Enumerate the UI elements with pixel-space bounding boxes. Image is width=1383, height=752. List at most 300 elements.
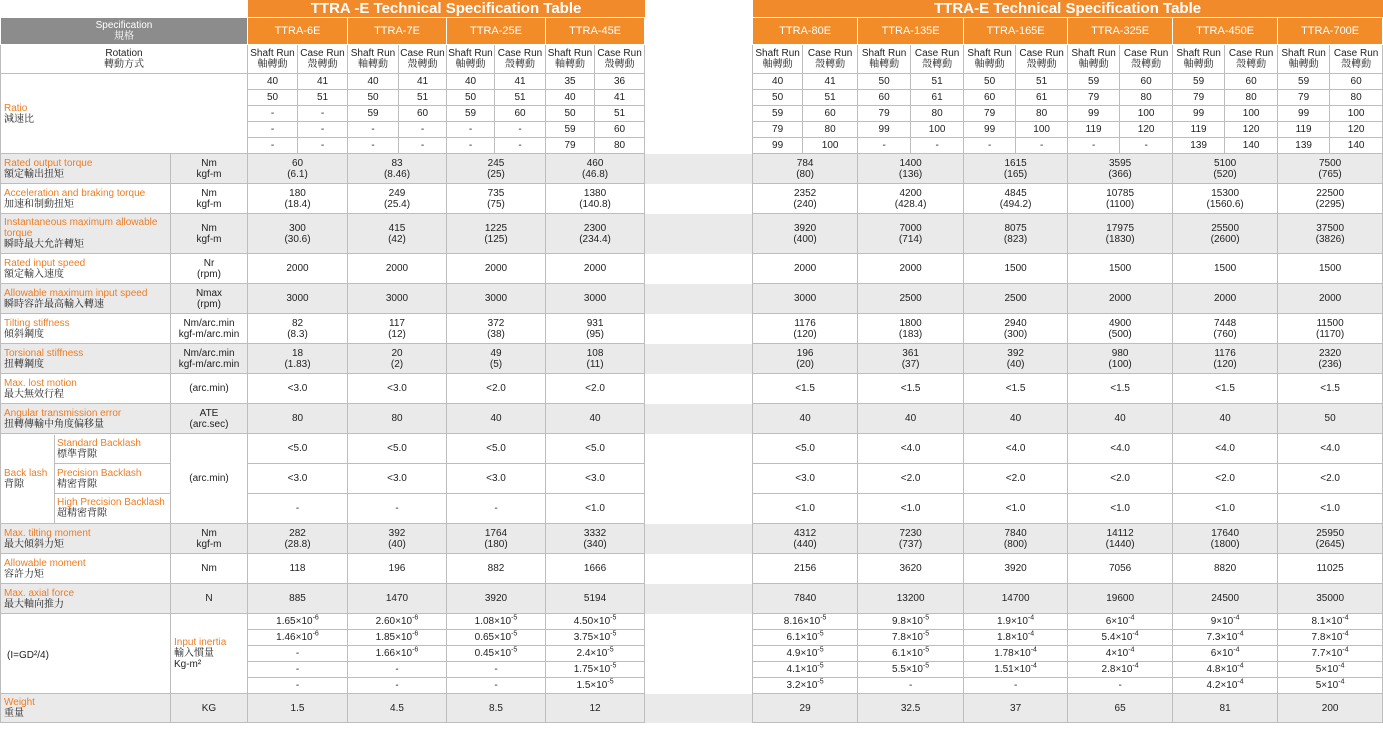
backlash-value: <3.0 (348, 464, 447, 494)
spec-value: 882 (447, 554, 546, 584)
inertia-value: $5\times 10^{-4}$ (1278, 678, 1383, 694)
inertia-value: $5.5\times 10^{-5}$ (858, 662, 964, 678)
inertia-exponent: -4 (1342, 630, 1349, 638)
backlash-value: <1.0 (1173, 494, 1278, 524)
spec-value: 60 (6.1) (248, 154, 348, 184)
rotation-case: Case Run 殼轉動 (595, 45, 645, 74)
ratio-cell: 139 (1173, 138, 1225, 154)
ratio-cell: 50 (546, 106, 595, 122)
spec-value: 735 (75) (447, 184, 546, 214)
spec-label-cn: 額定輸出扭矩 (4, 168, 64, 180)
spec-value: 980 (100) (1068, 344, 1173, 374)
spec-value: 196 (348, 554, 447, 584)
rotation-case: Case Run 殼轉動 (495, 45, 546, 74)
inertia-exponent: -4 (1342, 646, 1349, 654)
ratio-cell: 100 (911, 122, 964, 138)
spec-label-en: Tilting stiffness (4, 317, 70, 329)
inertia-value: $6.1\times 10^{-5}$ (753, 630, 858, 646)
backlash-value: <3.0 (248, 464, 348, 494)
spec-unit: Nm/arc.min kgf-m/arc.min (171, 344, 248, 374)
inertia-value: - (447, 662, 546, 678)
spec-label-en: Instantaneous maximum allowable torque (4, 217, 158, 239)
spec-value: <1.5 (1173, 374, 1278, 404)
spec-label (1, 314, 171, 344)
inertia-exponent: -5 (610, 630, 617, 638)
spec-value: 40 (1173, 404, 1278, 434)
inertia-exponent: -4 (1237, 678, 1244, 686)
weight-value: 29 (753, 694, 858, 723)
backlash-value: <4.0 (964, 434, 1068, 464)
ratio-cell: 59 (1068, 74, 1120, 90)
inertia-value: $4\times 10^{-4}$ (1068, 646, 1173, 662)
spec-value: 361 (37) (858, 344, 964, 374)
backlash-value: <3.0 (546, 464, 645, 494)
spec-value: 3000 (348, 284, 447, 314)
inertia-exponent: -4 (1132, 662, 1139, 670)
inertia-value: $8.16\times 10^{-5}$ (753, 614, 858, 630)
inertia-exponent: -5 (922, 662, 930, 670)
ratio-cell: - (399, 122, 447, 138)
spec-label-cn: 加速和制動扭矩 (4, 198, 74, 210)
weight-unit: KG (171, 694, 248, 723)
inertia-exponent: -4 (1030, 662, 1037, 670)
ratio-cell: 79 (753, 122, 803, 138)
spec-value: 1176 (120) (753, 314, 858, 344)
ratio-cell: 60 (964, 90, 1016, 106)
inertia-value: $9.8\times 10^{-5}$ (858, 614, 964, 630)
spec-row (1, 554, 1383, 584)
backlash-value: <5.0 (248, 434, 348, 464)
spec-value: 80 (348, 404, 447, 434)
spec-label-cn: 容許力矩 (4, 568, 44, 580)
spec-value: 180 (18.4) (248, 184, 348, 214)
weight-label-cn: 重量 (4, 708, 24, 719)
inertia-exponent: -5 (511, 630, 518, 638)
title-row (1, 0, 1383, 18)
ratio-cell: 60 (803, 106, 858, 122)
ratio-cell: 51 (298, 90, 348, 106)
ratio-cell: 79 (1173, 90, 1225, 106)
model-header: TTRA-25E (447, 18, 546, 45)
inertia-value: $3.75\times 10^{-5}$ (546, 630, 645, 646)
spec-value: 3000 (447, 284, 546, 314)
spec-label-cn: 最大無效行程 (4, 388, 64, 400)
inertia-value: - (1068, 678, 1173, 694)
inertia-exponent: -6 (412, 614, 419, 622)
ratio-cell: 51 (911, 74, 964, 90)
spec-row (1, 214, 1383, 254)
model-header: TTRA-135E (858, 18, 964, 45)
rotation-label: Rotation 轉動方式 (1, 45, 248, 74)
spec-value: 2000 (753, 254, 858, 284)
rotation-case: Case Run 殼轉動 (1330, 45, 1383, 74)
backlash-type-cn: 精密背隙 (57, 478, 97, 490)
ratio-cell: 140 (1225, 138, 1278, 154)
spec-label-en: Rated output torque (4, 157, 93, 169)
backlash-value: <4.0 (1173, 434, 1278, 464)
spec-value: 2500 (964, 284, 1068, 314)
rotation-shaft: Shaft Run 軸轉動 (447, 45, 495, 74)
spec-value: 7500 (765) (1278, 154, 1383, 184)
spec-unit: Nm kgf-m (171, 524, 248, 554)
ratio-cell: 119 (1173, 122, 1225, 138)
spec-label-en: Allowable moment (4, 557, 86, 569)
spec-value: 40 (753, 404, 858, 434)
weight-value: 37 (964, 694, 1068, 723)
backlash-value: <5.0 (546, 434, 645, 464)
spec-label: Specification 規格 (1, 18, 248, 45)
spec-value: 40 (964, 404, 1068, 434)
inertia-value: $1.75\times 10^{-5}$ (546, 662, 645, 678)
ratio-cell: - (964, 138, 1016, 154)
ratio-label-cn: 減速比 (4, 113, 34, 125)
spec-value: 249 (25.4) (348, 184, 447, 214)
weight-value: 32.5 (858, 694, 964, 723)
spec-unit: Nmax (rpm) (171, 284, 248, 314)
ratio-cell: 99 (1278, 106, 1330, 122)
rotation-shaft: Shaft Run 軸轉動 (858, 45, 911, 74)
spec-value: 7056 (1068, 554, 1173, 584)
rotation-case: Case Run 殼轉動 (399, 45, 447, 74)
spec-value: 40 (447, 404, 546, 434)
spec-value: 4200 (428.4) (858, 184, 964, 214)
rotation-row (1, 45, 1383, 74)
inertia-value: $1.46\times 10^{-6}$ (248, 630, 348, 646)
ratio-cell: - (248, 106, 298, 122)
spec-value: 3000 (753, 284, 858, 314)
inertia-exponent: -4 (1237, 662, 1244, 670)
table-title-left: TTRA -E Technical Specification Table (248, 0, 645, 18)
model-header: TTRA-165E (964, 18, 1068, 45)
backlash-row (1, 434, 1383, 464)
ratio-cell: 41 (298, 74, 348, 90)
spec-value: 8075 (823) (964, 214, 1068, 254)
backlash-type-cn: 超精密背隙 (57, 508, 107, 520)
spec-label-cn: 傾斜鋼度 (4, 328, 44, 340)
spec-value: 108 (11) (546, 344, 645, 374)
spec-value: 11500 (1170) (1278, 314, 1383, 344)
spec-value: 25500 (2600) (1173, 214, 1278, 254)
spec-row (1, 254, 1383, 284)
spec-value: 3595 (366) (1068, 154, 1173, 184)
inertia-exponent: -6 (412, 646, 419, 654)
ratio-cell: 50 (348, 90, 399, 106)
spec-label-cn: 最大傾斜力矩 (4, 538, 64, 550)
backlash-value: <5.0 (753, 434, 858, 464)
spec-label-en: Acceleration and braking torque (4, 187, 146, 199)
ratio-cell: 99 (753, 138, 803, 154)
inertia-value: $5\times 10^{-4}$ (1278, 662, 1383, 678)
ratio-cell: 41 (803, 74, 858, 90)
spec-label-cn: 瞬時最大允許轉矩 (4, 239, 84, 250)
spec-value: 1225 (125) (447, 214, 546, 254)
spec-unit: N (171, 584, 248, 614)
spec-value: 392 (40) (348, 524, 447, 554)
inertia-value: $1.51\times 10^{-4}$ (964, 662, 1068, 678)
inertia-value: - (248, 646, 348, 662)
spec-label (1, 524, 171, 554)
inertia-unit-cell (171, 614, 248, 694)
table-title-right: TTRA-E Technical Specification Table (753, 0, 1383, 18)
ratio-cell: 80 (1330, 90, 1383, 106)
ratio-cell: 41 (595, 90, 645, 106)
ratio-cell: 120 (1120, 122, 1173, 138)
spec-row (1, 524, 1383, 554)
backlash-label-en: Back lash (4, 467, 48, 479)
ratio-cell: - (447, 138, 495, 154)
ratio-cell: 50 (858, 74, 911, 90)
inertia-value: - (348, 678, 447, 694)
spec-value: 18 (1.83) (248, 344, 348, 374)
model-header: TTRA-325E (1068, 18, 1173, 45)
spec-value: 17975 (1830) (1068, 214, 1173, 254)
backlash-value: <1.0 (753, 494, 858, 524)
spec-value: 1615 (165) (964, 154, 1068, 184)
inertia-exponent: -4 (1338, 662, 1345, 670)
backlash-value: <1.0 (964, 494, 1068, 524)
spec-value: 13200 (858, 584, 964, 614)
spec-label-cn: 最大軸向推力 (4, 598, 64, 610)
ratio-cell: - (248, 138, 298, 154)
backlash-label (1, 434, 171, 524)
inertia-unit: Kg-m² (174, 659, 202, 670)
inertia-value: $1.66\times 10^{-6}$ (348, 646, 447, 662)
backlash-value: - (447, 494, 546, 524)
spec-label (1, 284, 171, 314)
inertia-exponent: -4 (1128, 614, 1135, 622)
weight-label (1, 694, 171, 723)
backlash-value: <4.0 (1278, 434, 1383, 464)
rotation-shaft: Shaft Run 軸轉動 (753, 45, 803, 74)
inertia-value: $3.2\times 10^{-5}$ (753, 678, 858, 694)
spec-value: 3000 (546, 284, 645, 314)
backlash-value: - (348, 494, 447, 524)
spec-label-en: Torsional stiffness (4, 347, 84, 359)
inertia-value: $0.65\times 10^{-5}$ (447, 630, 546, 646)
spec-value: <2.0 (546, 374, 645, 404)
ratio-cell: 99 (1068, 106, 1120, 122)
inertia-value: $5.4\times 10^{-4}$ (1068, 630, 1173, 646)
inertia-value: - (858, 678, 964, 694)
spec-value: 2940 (300) (964, 314, 1068, 344)
backlash-value: <2.0 (964, 464, 1068, 494)
spec-value: 1764 (180) (447, 524, 546, 554)
inertia-value: $4.9\times 10^{-5}$ (753, 646, 858, 662)
inertia-value: $1.65\times 10^{-6}$ (248, 614, 348, 630)
spec-value: 2000 (447, 254, 546, 284)
ratio-cell: 59 (1278, 74, 1330, 90)
inertia-exponent: -5 (820, 614, 827, 622)
spec-value: 3332 (340) (546, 524, 645, 554)
spec-value: 25950 (2645) (1278, 524, 1383, 554)
inertia-exponent: -4 (1030, 646, 1037, 654)
spec-unit: Nr (rpm) (171, 254, 248, 284)
spec-row (1, 184, 1383, 214)
inertia-value: $4.1\times 10^{-5}$ (753, 662, 858, 678)
spec-value: 7448 (760) (1173, 314, 1278, 344)
ratio-cell: 120 (1225, 122, 1278, 138)
backlash-value: <5.0 (348, 434, 447, 464)
inertia-exponent: -6 (312, 614, 319, 622)
model-header-row (1, 18, 1383, 45)
spec-label (1, 554, 171, 584)
spec-value: 5194 (546, 584, 645, 614)
inertia-exponent: -5 (817, 630, 824, 638)
spec-unit: ATE (arc.sec) (171, 404, 248, 434)
ratio-cell: 100 (1016, 122, 1068, 138)
backlash-value: <4.0 (1068, 434, 1173, 464)
inertia-value: - (248, 662, 348, 678)
spec-label (1, 154, 171, 184)
spec-row (1, 154, 1383, 184)
spec-value: <1.5 (964, 374, 1068, 404)
inertia-value: $9\times 10^{-4}$ (1173, 614, 1278, 630)
inertia-value: - (348, 662, 447, 678)
backlash-unit: (arc.min) (171, 434, 248, 524)
spec-value: 80 (248, 404, 348, 434)
ratio-cell: 100 (1225, 106, 1278, 122)
backlash-value: <5.0 (447, 434, 546, 464)
spec-value: 1470 (348, 584, 447, 614)
ratio-cell: 60 (1330, 74, 1383, 90)
spec-value: 1800 (183) (858, 314, 964, 344)
spec-value: 3000 (248, 284, 348, 314)
spec-value: 196 (20) (753, 344, 858, 374)
rotation-shaft: Shaft Run 軸轉動 (1068, 45, 1120, 74)
ratio-cell: 80 (911, 106, 964, 122)
ratio-cell: - (447, 122, 495, 138)
inertia-value: $4.8\times 10^{-4}$ (1173, 662, 1278, 678)
ratio-cell: - (1120, 138, 1173, 154)
weight-row (1, 694, 1383, 723)
ratio-cell: - (298, 122, 348, 138)
rotation-shaft: Shaft Run 軸轉動 (964, 45, 1016, 74)
spec-label-cn: 瞬時容許最高輸入轉速 (4, 298, 104, 310)
ratio-cell: 79 (858, 106, 911, 122)
model-header: TTRA-45E (546, 18, 645, 45)
spec-value: 4312 (440) (753, 524, 858, 554)
spec-value: 17640 (1800) (1173, 524, 1278, 554)
spec-value: 40 (1068, 404, 1173, 434)
backlash-value: <2.0 (1278, 464, 1383, 494)
spec-value: 1380 (140.8) (546, 184, 645, 214)
inertia-formula: (I=GD²/4) (7, 650, 49, 661)
inertia-value: $4.50\times 10^{-5}$ (546, 614, 645, 630)
spec-value: 5100 (520) (1173, 154, 1278, 184)
spec-value: 82 (8.3) (248, 314, 348, 344)
weight-value: 1.5 (248, 694, 348, 723)
inertia-value: $1.08\times 10^{-5}$ (447, 614, 546, 630)
spec-value: 2000 (1068, 284, 1173, 314)
ratio-cell: 79 (964, 106, 1016, 122)
ratio-cell: 50 (248, 90, 298, 106)
ratio-cell: 100 (1330, 106, 1383, 122)
ratio-cell: 51 (399, 90, 447, 106)
inertia-exponent: -5 (610, 614, 617, 622)
rotation-shaft: Shaft Run 軸轉動 (546, 45, 595, 74)
spec-label-en: Angular transmission error (4, 407, 122, 419)
spec-label-en: Rated input speed (4, 257, 86, 269)
inertia-value: $6.1\times 10^{-5}$ (858, 646, 964, 662)
backlash-type-en: Standard Backlash (57, 437, 141, 449)
weight-value: 4.5 (348, 694, 447, 723)
spec-value: 1666 (546, 554, 645, 584)
ratio-cell: 50 (964, 74, 1016, 90)
spec-value: 40 (546, 404, 645, 434)
ratio-cell: 79 (1068, 90, 1120, 106)
spec-value: 372 (38) (447, 314, 546, 344)
inertia-value: $1.5\times 10^{-5}$ (546, 678, 645, 694)
ratio-cell: 99 (1173, 106, 1225, 122)
spec-value: <3.0 (348, 374, 447, 404)
spec-value: 22500 (2295) (1278, 184, 1383, 214)
ratio-cell: 60 (495, 106, 546, 122)
spec-label-cn: 額定輸入速度 (4, 268, 64, 280)
backlash-value: <3.0 (753, 464, 858, 494)
ratio-cell: 99 (964, 122, 1016, 138)
backlash-value: <2.0 (1173, 464, 1278, 494)
ratio-cell: 51 (595, 106, 645, 122)
inertia-value: - (248, 678, 348, 694)
backlash-value: <1.0 (1068, 494, 1173, 524)
spec-value: 460 (46.8) (546, 154, 645, 184)
backlash-value: <2.0 (858, 464, 964, 494)
ratio-cell: 80 (803, 122, 858, 138)
spec-value: 1500 (1173, 254, 1278, 284)
ratio-cell: 120 (1330, 122, 1383, 138)
inertia-value: $6\times 10^{-4}$ (1173, 646, 1278, 662)
spec-label-en: Max. tilting moment (4, 527, 91, 539)
spec-value: 1176 (120) (1173, 344, 1278, 374)
spec-value: 50 (1278, 404, 1383, 434)
ratio-cell: 60 (1225, 74, 1278, 90)
spec-value: 7230 (737) (858, 524, 964, 554)
ratio-cell: 140 (1330, 138, 1383, 154)
spec-value: 10785 (1100) (1068, 184, 1173, 214)
inertia-exponent: -5 (607, 678, 614, 686)
spec-value: 40 (858, 404, 964, 434)
spec-label-en: Max. lost motion (4, 377, 77, 389)
ratio-cell: 59 (546, 122, 595, 138)
spec-unit: Nm (171, 554, 248, 584)
spec-row (1, 584, 1383, 614)
backlash-value: <3.0 (447, 464, 546, 494)
ratio-cell: - (348, 122, 399, 138)
spec-unit: Nm kgf-m (171, 214, 248, 254)
inertia-value: $1.9\times 10^{-4}$ (964, 614, 1068, 630)
ratio-cell: - (495, 138, 546, 154)
inertia-value: $2.8\times 10^{-4}$ (1068, 662, 1173, 678)
ratio-cell: 51 (803, 90, 858, 106)
ratio-cell: 60 (595, 122, 645, 138)
model-header: TTRA-450E (1173, 18, 1278, 45)
inertia-exponent: -4 (1237, 630, 1244, 638)
ratio-cell: 59 (447, 106, 495, 122)
ratio-cell: 80 (1016, 106, 1068, 122)
model-header: TTRA-80E (753, 18, 858, 45)
backlash-type-cn: 標準背隙 (57, 448, 97, 460)
model-header: TTRA-6E (248, 18, 348, 45)
ratio-cell: 50 (447, 90, 495, 106)
ratio-cell: 40 (447, 74, 495, 90)
weight-value: 8.5 (447, 694, 546, 723)
inertia-label-en: Input inertia (174, 637, 227, 648)
backlash-value: <2.0 (1068, 464, 1173, 494)
rotation-case: Case Run 殼轉動 (911, 45, 964, 74)
spec-value: 282 (28.8) (248, 524, 348, 554)
ratio-cell: 50 (753, 90, 803, 106)
ratio-cell: 59 (1173, 74, 1225, 90)
